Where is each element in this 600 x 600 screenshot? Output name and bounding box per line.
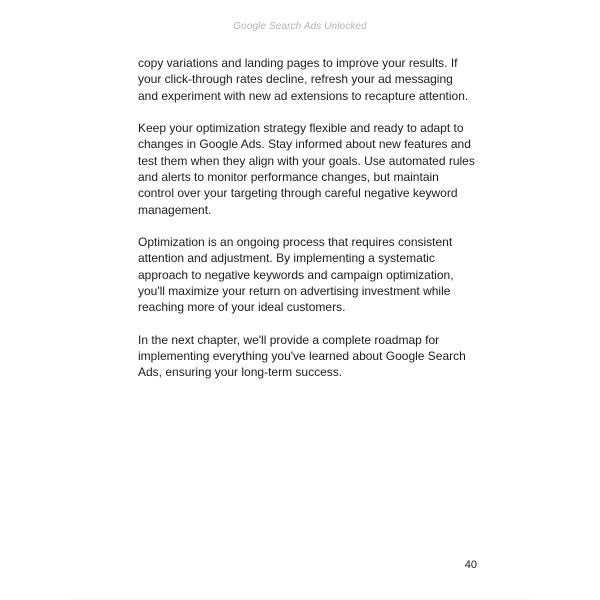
text-line: Keep your optimization strategy flexible and ready to adapt to xyxy=(138,121,464,136)
text-line: changes in Google Ads. Stay informed about new features and xyxy=(138,137,471,152)
paragraph xyxy=(138,332,488,381)
text-line: your click-through rates decline, refresh your ad messaging xyxy=(138,72,453,87)
text-line: approach to negative keywords and campaign optimization, xyxy=(138,267,454,282)
text-line: attention and adjustment. By implementing a systematic xyxy=(138,251,435,266)
text-line: management. xyxy=(138,202,212,217)
text-line: and experiment with new ad extensions to recapture attention. xyxy=(138,88,469,103)
text-line: reaching more of your ideal customers. xyxy=(138,300,346,315)
body-text xyxy=(138,55,488,397)
text-line: Ads, ensuring your long-term success. xyxy=(138,365,343,380)
running-header-title: Google Search Ads Unlocked xyxy=(233,21,367,32)
text-line: and alerts to monitor performance changes, but maintain xyxy=(138,169,439,184)
page-bottom-edge xyxy=(70,596,530,600)
page-number: 40 xyxy=(464,559,477,571)
text-line: you'll maximize your return on advertising investment while xyxy=(138,283,451,298)
text-line: control over your targeting through careful negative keyword xyxy=(138,186,458,201)
paragraph xyxy=(138,120,488,218)
paragraph xyxy=(138,55,488,104)
text-line: Optimization is an ongoing process that requires consistent xyxy=(138,235,453,250)
text-line: In the next chapter, we'll provide a complete roadmap for xyxy=(138,332,440,347)
paragraph xyxy=(138,234,488,315)
text-line: copy variations and landing pages to improve your results. If xyxy=(138,56,458,70)
text-line: test them when they align with your goals. Use automated rules xyxy=(138,153,475,168)
text-line: implementing everything you've learned about Google Search xyxy=(138,349,466,364)
